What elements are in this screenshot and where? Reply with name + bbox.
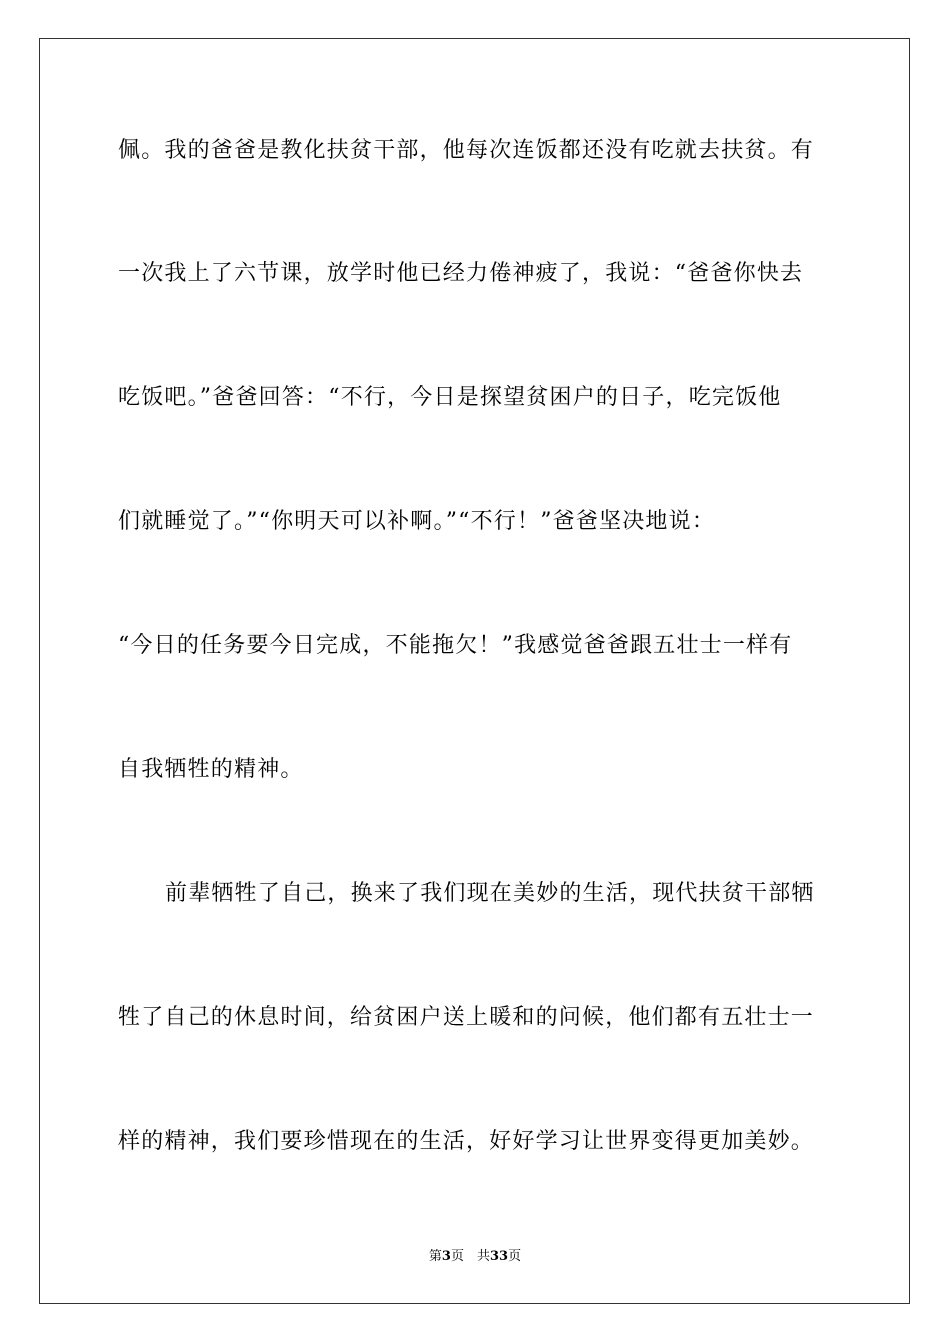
current-page-number: 3 — [441, 1249, 451, 1264]
text-line-2: 一次我上了六节课，放学时他已经力倦神疲了，我说：“爸爸你快去 — [118, 261, 804, 286]
text-line-5: “今日的任务要今日完成，不能拖欠！”我感觉爸爸跟五壮士一样有 — [118, 633, 793, 658]
text-line-7-paragraph-start: 前辈牺牲了自己，换来了我们现在美妙的生活，现代扶贫干部牺 — [165, 881, 815, 906]
text-line-1: 佩。我的爸爸是教化扶贫干部，他每次连饭都还没有吃就去扶贫。有 — [118, 138, 815, 163]
text-line-8: 牲了自己的休息时间，给贫困户送上暖和的问候，他们都有五壮士一 — [118, 1005, 815, 1030]
text-line-3: 吃饭吧。”爸爸回答：“不行，今日是探望贫困户的日子，吃完饭他 — [118, 385, 782, 410]
text-line-9: 样的精神，我们要珍惜现在的生活，好好学习让世界变得更加美妙。 — [118, 1129, 815, 1154]
page-prefix: 第 — [428, 1249, 442, 1264]
text-line-6: 自我牺牲的精神。 — [118, 757, 304, 782]
total-page-count: 33 — [489, 1249, 509, 1264]
page-frame — [39, 38, 910, 1304]
page-suffix: 页 — [508, 1249, 522, 1264]
page-mid: 页 共 — [450, 1249, 490, 1264]
page-number-footer — [0, 1248, 950, 1266]
text-line-4: 们就睡觉了。”“你明天可以补啊。”“不行！”爸爸坚决地说： — [118, 509, 716, 534]
